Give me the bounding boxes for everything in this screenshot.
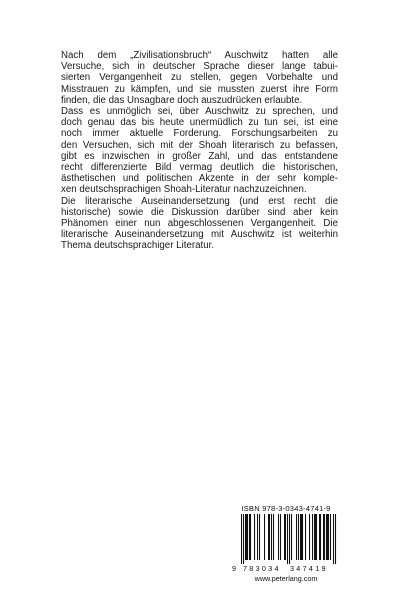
blurb-line: literarische Auseinandersetzung mit Auschwitz ist weiterhin <box>61 229 338 241</box>
barcode-bar <box>323 514 324 560</box>
barcode-bar <box>320 514 321 560</box>
barcode-bar <box>271 514 272 560</box>
barcode-bar <box>312 514 313 560</box>
blurb-line: gibt es inzwischen in großer Zahl, und das entstandene <box>61 150 338 162</box>
blurb-line: Versuche, sich in deutscher Sprache dieser lange tabui- <box>61 61 338 73</box>
barcode-bar <box>289 514 290 564</box>
blurb-line: recht differenzierte Bild vermag deutlich die historischen, <box>61 162 338 174</box>
barcode-bar <box>268 514 269 560</box>
barcode-bar <box>328 514 329 560</box>
barcode-bar <box>245 514 246 560</box>
blurb-line: historische) sowie die Diskussion darüber sind aber kein <box>61 206 338 218</box>
barcode-bar <box>314 514 315 560</box>
barcode-bar <box>287 514 288 564</box>
barcode-bar <box>324 514 325 560</box>
barcode-bar <box>254 514 255 560</box>
barcode-left-group: 783034 <box>243 564 281 573</box>
blurb-line: den Versuchen, sich mit der Shoah literarisch zu befassen, <box>61 139 338 151</box>
barcode-bar <box>302 514 303 560</box>
barcode-bar <box>243 514 244 564</box>
blurb-line: finden, die das Unsagbare doch auszudrücken erlaubte. <box>61 94 303 106</box>
barcode-bar <box>285 514 286 560</box>
blurb-line: Thema deutschsprachiger Literatur. <box>61 240 215 252</box>
blurb-line: Misstrauen zu kämpfen, und sie mussten zuerst ihre Form <box>61 83 338 95</box>
barcode-right-group: 347419 <box>290 564 328 573</box>
barcode-bar <box>247 514 248 560</box>
barcode-bar <box>326 514 327 560</box>
barcode-bar <box>335 514 336 564</box>
blurb-line: sierten Vergangenheit zu stellen, gegen Vorbehalte und <box>61 72 338 84</box>
isbn-barcode-block <box>232 504 340 583</box>
blurb-text <box>61 50 338 252</box>
barcode-bar <box>316 514 317 560</box>
blurb-line: Nach dem „Zivilisationsbruch“ Auschwitz hatten alle <box>61 50 338 61</box>
barcode-bar <box>259 514 260 560</box>
blurb-line: Phänomen einer nun abgeschlossenen Vergangenheit. Die <box>61 218 338 230</box>
barcode-bar <box>249 514 250 560</box>
blurb-line: xen deutschsprachigen Shoah-Literatur nachzuzeichnen. <box>61 184 307 196</box>
barcode-bar <box>296 514 297 560</box>
barcode-bar <box>269 514 270 560</box>
publisher-url: www.peterlang.com <box>254 574 318 583</box>
blurb-line: noch immer aktuelle Forderung. Forschungsarbeiten zu <box>61 128 338 140</box>
barcode-bar <box>250 514 251 560</box>
barcode-bar <box>301 514 302 560</box>
barcode-bar <box>284 514 285 560</box>
barcode-bar <box>280 514 281 560</box>
barcode-bar <box>315 514 316 560</box>
barcode-bar <box>319 514 320 560</box>
barcode-bar <box>298 514 299 560</box>
barcode-digits <box>232 564 340 573</box>
barcode-bar <box>278 514 279 560</box>
barcode-bar <box>327 514 328 560</box>
isbn-label: ISBN 978-3-0343-4741-9 <box>241 504 331 513</box>
blurb-line: ästhetischen und politischen Akzente in der sehr komple- <box>61 173 338 185</box>
blurb-line: doch genau das bis heute unermüdlich zu tun sei, ist eine <box>61 117 338 129</box>
blurb-line: Die literarische Auseinandersetzung (und erst recht die <box>61 195 338 207</box>
barcode-bar <box>300 514 301 560</box>
barcode-bar <box>273 514 274 560</box>
barcode-bar <box>333 514 334 564</box>
blurb-line: Dass es unmöglich sei, über Auschwitz zu sprechen, und <box>61 106 338 118</box>
barcode-bar <box>309 514 310 560</box>
barcode-lead-digit: 9 <box>232 564 236 573</box>
barcode-bar <box>264 514 265 560</box>
barcode-bar <box>305 514 306 560</box>
barcode-bar <box>330 514 331 560</box>
barcode-bar <box>257 514 258 560</box>
barcode-image <box>232 514 340 564</box>
barcode-bar <box>291 514 292 560</box>
barcode-bar <box>241 514 242 564</box>
barcode-bar <box>246 514 247 560</box>
